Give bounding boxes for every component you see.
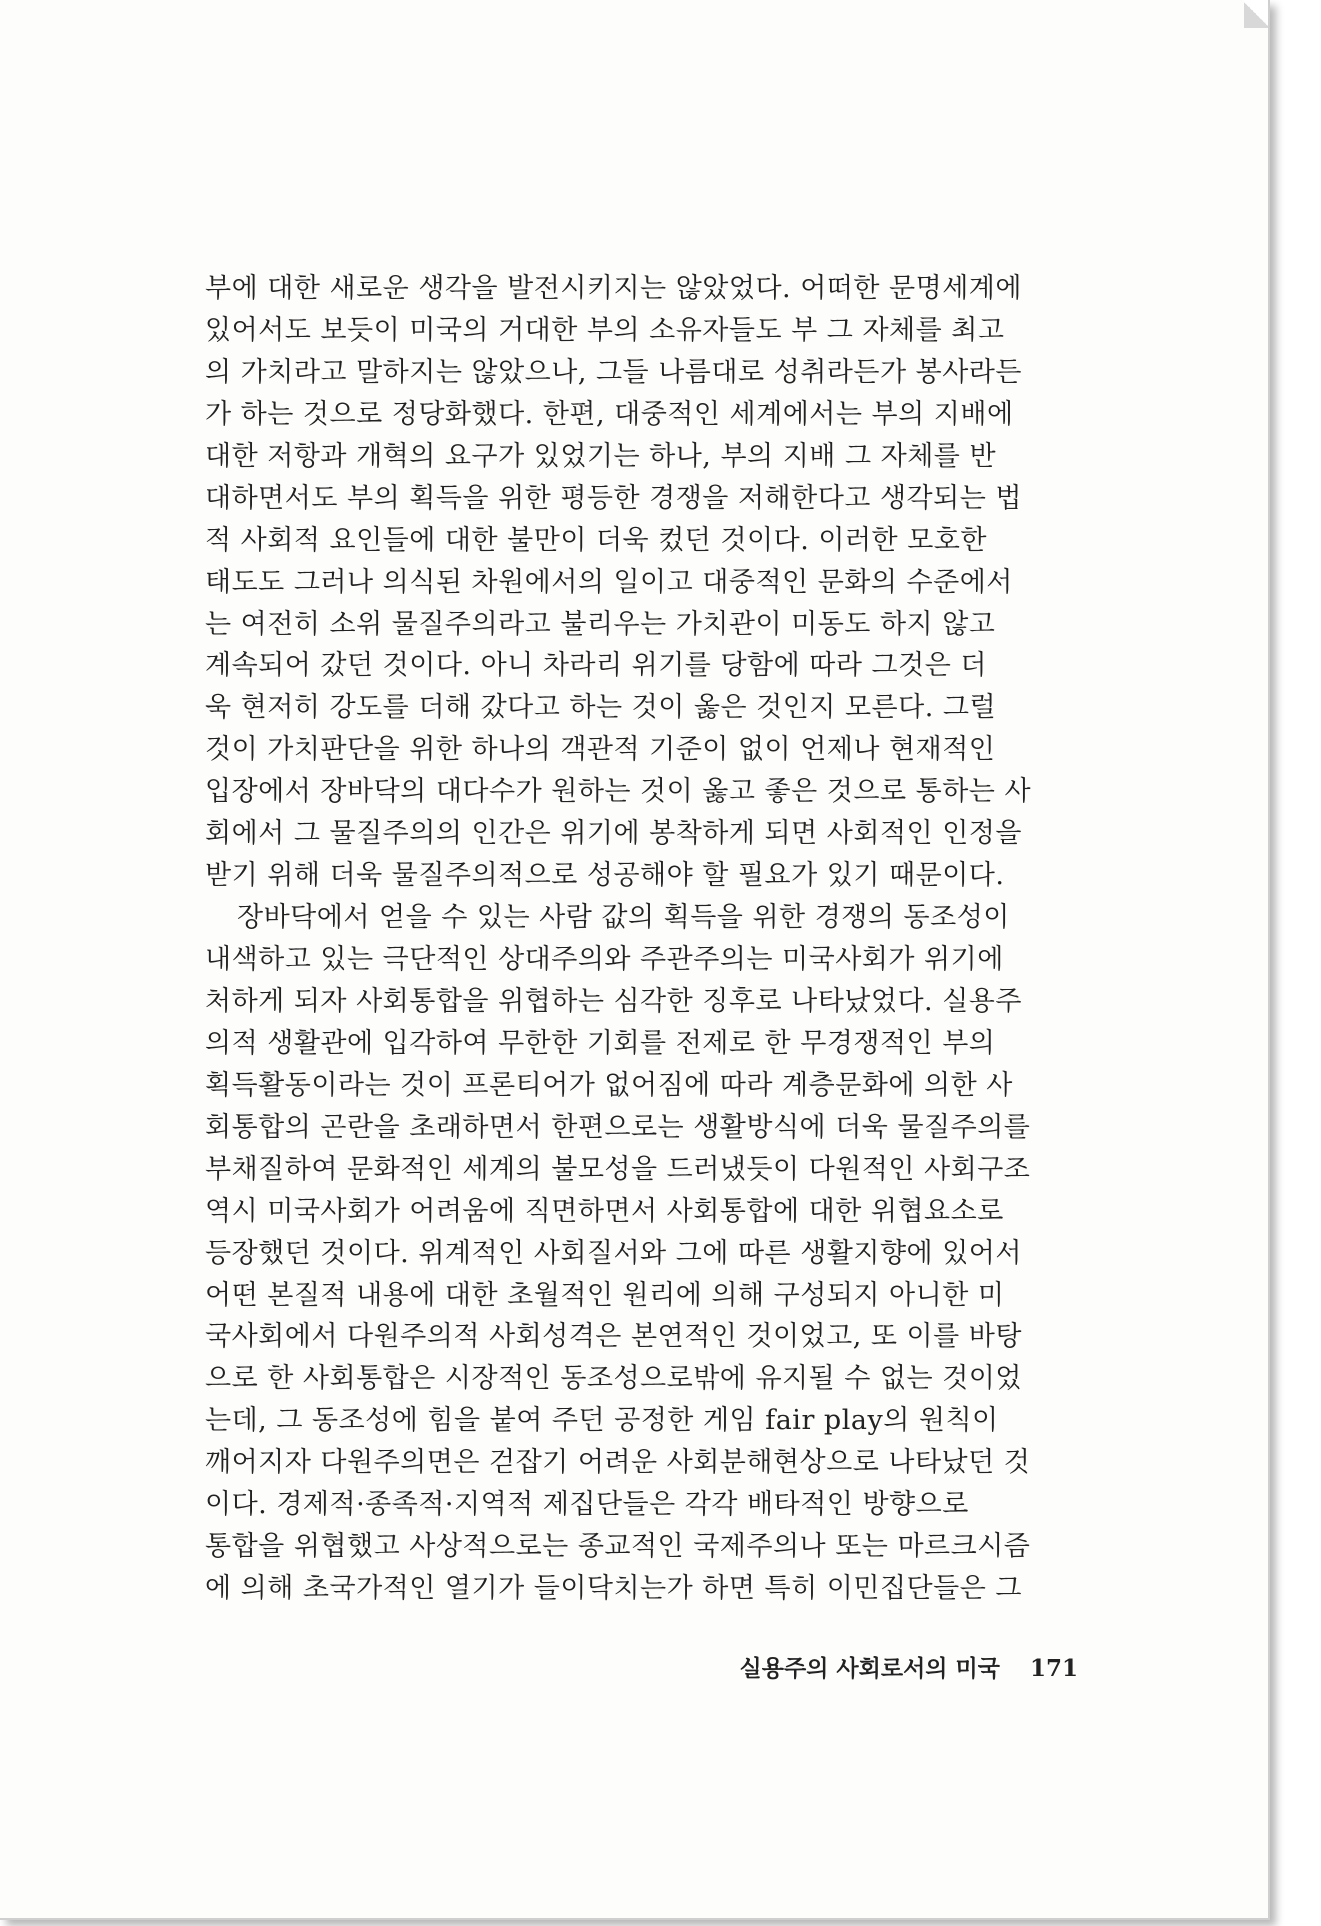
text-line: 는 여전히 소위 물질주의라고 불리우는 가치관이 미동도 하지 않고 <box>205 608 996 640</box>
text-line: 회에서 그 물질주의의 인간은 위기에 봉착하게 되면 사회적인 인정을 <box>205 818 1022 850</box>
text-line: 장바닥에서 얻을 수 있는 사람 값의 획득을 위한 경쟁의 동조성이 <box>237 902 1010 934</box>
text-line: 대하면서도 부의 획득을 위한 평등한 경쟁을 저해한다고 생각되는 법 <box>205 482 1022 514</box>
text-line: 가 하는 것으로 정당화했다. 한편, 대중적인 세계에서는 부의 지배에 <box>205 398 1014 430</box>
text-line: 국사회에서 다원주의적 사회성격은 본연적인 것이었고, 또 이를 바탕 <box>205 1321 1022 1353</box>
page-curl-corner <box>1244 0 1268 28</box>
text-line: 처하게 되자 사회통합을 위협하는 심각한 징후로 나타났었다. 실용주 <box>205 985 1022 1017</box>
running-title: 실용주의 사회로서의 미국 <box>739 1655 1000 1682</box>
text-line: 깨어지자 다원주의면은 걷잡기 어려운 사회분해현상으로 나타났던 것 <box>205 1447 1031 1479</box>
text-line: 통합을 위협했고 사상적으로는 종교적인 국제주의나 또는 마르크시즘 <box>205 1531 1031 1563</box>
text-line: 내색하고 있는 극단적인 상대주의와 주관주의는 미국사회가 위기에 <box>205 944 1004 975</box>
page-number: 171 <box>1029 1655 1078 1682</box>
text-line: 의적 생활관에 입각하여 무한한 기회를 전제로 한 무경쟁적인 부의 <box>205 1027 996 1059</box>
text-line: 태도도 그러나 의식된 차원에서의 일이고 대중적인 문화의 수준에서 <box>205 566 1013 598</box>
text-line: 입장에서 장바닥의 대다수가 원하는 것이 옳고 좋은 것으로 통하는 사 <box>205 776 1032 808</box>
text-line: 부에 대한 새로운 생각을 발전시키지는 않았었다. 어떠한 문명세계에 <box>205 273 1022 304</box>
text-line: 대한 저항과 개혁의 요구가 있었기는 하나, 부의 지배 그 자체를 반 <box>205 440 997 472</box>
text-line: 는데, 그 동조성에 힘을 붙여 주던 공정한 게임 fair play의 원칙이 <box>205 1405 999 1437</box>
text-line: 어떤 본질적 내용에 대한 초월적인 원리에 의해 구성되지 아니한 미 <box>205 1279 1005 1311</box>
text-line: 에 의해 초국가적인 열기가 들이닥치는가 하면 특히 이민집단들은 그 <box>205 1573 1022 1605</box>
text-line: 의 가치라고 말하지는 않았으나, 그들 나름대로 성취라든가 봉사라든 <box>205 356 1022 388</box>
text-line: 욱 현저히 강도를 더해 갔다고 하는 것이 옳은 것인지 모른다. 그럴 <box>205 692 997 724</box>
text-line: 등장했던 것이다. 위계적인 사회질서와 그에 따른 생활지향에 있어서 <box>205 1237 1022 1269</box>
body-text <box>205 268 1205 1610</box>
text-line: 회통합의 곤란을 초래하면서 한편으로는 생활방식에 더욱 물질주의를 <box>205 1111 1031 1143</box>
text-line: 획득활동이라는 것이 프론티어가 없어짐에 따라 계층문화에 의한 사 <box>205 1069 1013 1101</box>
text-line: 있어서도 보듯이 미국의 거대한 부의 소유자들도 부 그 자체를 최고 <box>205 314 1005 346</box>
page-footer <box>740 1650 1078 1683</box>
text-line: 부채질하여 문화적인 세계의 불모성을 드러냈듯이 다원적인 사회구조 <box>205 1153 1031 1185</box>
text-line: 역시 미국사회가 어려움에 직면하면서 사회통합에 대한 위협요소로 <box>205 1195 1004 1227</box>
text-line: 계속되어 갔던 것이다. 아니 차라리 위기를 당함에 따라 그것은 더 <box>205 650 987 682</box>
text-line: 것이 가치판단을 위한 하나의 객관적 기준이 없이 언제나 현재적인 <box>205 734 996 766</box>
text-line: 으로 한 사회통합은 시장적인 동조성으로밖에 유지될 수 없는 것이었 <box>205 1363 1022 1395</box>
text-line: 받기 위해 더욱 물질주의적으로 성공해야 할 필요가 있기 때문이다. <box>205 860 1005 892</box>
text-line: 이다. 경제적·종족적·지역적 제집단들은 각각 배타적인 방향으로 <box>205 1489 969 1521</box>
text-line: 적 사회적 요인들에 대한 불만이 더욱 컸던 것이다. 이러한 모호한 <box>205 524 987 556</box>
